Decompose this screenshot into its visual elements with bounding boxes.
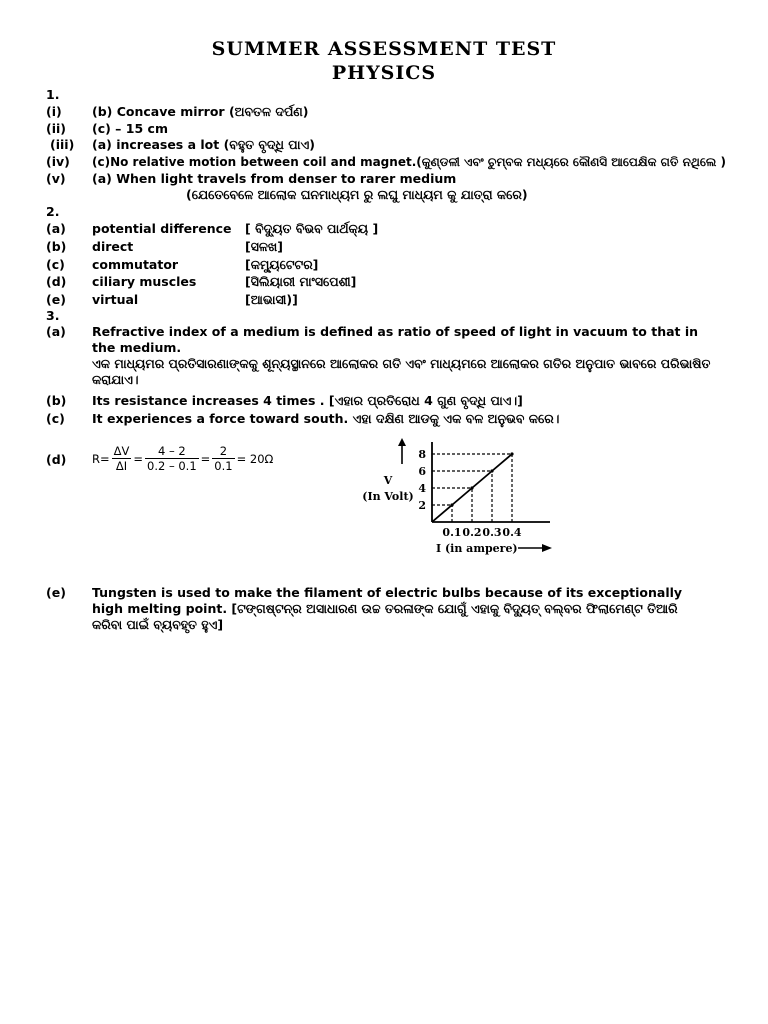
- formula-f2-den: 0.2 – 0.1: [147, 459, 197, 473]
- formula-rhs: = 20Ω: [236, 451, 274, 466]
- q3-e-label: (e): [46, 585, 66, 600]
- data-point: [470, 486, 473, 489]
- q3-a-answer-odia: ଏକ ମାଧ୍ୟମର ପ୍ରତିସାରଣାଙ୍କକୁ ଶୂନ୍ୟସ୍ଥାନରେ ଆଲୋକର ଗତି ଏବଂ ମାଧ୍ୟମରେ ଆଲୋକର ଗତିର ଅନୁପାତ ଭାବରେ ପରିଭାଷିତ କରାଯାଏ।: [92, 356, 711, 387]
- q2-b-answer: direct: [92, 239, 134, 254]
- q3-e-answer: Tungsten is used to make the filament of electric bulbs because of its exceptionally high melting point. [ଟଙ୍ଗଷ୍ଟନ୍‌ର ଅସାଧାରଣ ଉଚ୍ଚ ତରଳାଙ୍କ ଯୋଗୁଁ ଏହାକୁ ବିଦ୍ୟୁତ୍ ବଲ୍ବର ଫିଲାମେଣ୍ଟ ତିଆରି କରିବା ପାଇଁ ବ୍ୟବହୃତ ହୁଏ]: [92, 585, 683, 632]
- formula-lhs: R=: [92, 451, 110, 466]
- q1-iii-label: (iii): [50, 137, 75, 152]
- x-tick-label: 0.3: [482, 526, 502, 539]
- y-axis-label: V: [383, 474, 393, 487]
- formula-f1-num: ΔV: [113, 444, 130, 458]
- q3-a-label: (a): [46, 324, 66, 339]
- formula-f2-num: 4 – 2: [145, 444, 199, 459]
- data-point: [450, 503, 453, 506]
- q2-c-answer: commutator: [92, 257, 179, 272]
- formula-fraction-3: [212, 444, 234, 473]
- q2-b-label: (b): [46, 239, 67, 254]
- data-point: [510, 452, 513, 455]
- page-title: SUMMER ASSESSMENT TEST: [211, 38, 557, 60]
- formula-eq2: =: [200, 451, 211, 466]
- q2-d-answer: ciliary muscles: [92, 274, 197, 289]
- q2-a-label: (a): [46, 221, 66, 236]
- q3-c-label: (c): [46, 411, 65, 426]
- x-tick-label: 0.4: [502, 526, 522, 539]
- q3-c-answer: It experiences a force toward south. ଏହା ଦକ୍ଷିଣ ଆଡକୁ ଏକ ବଳ ଅନୁଭବ କରେ।: [92, 411, 560, 426]
- x-axis-label: I (in ampere): [436, 542, 518, 555]
- formula-f1-den: ΔI: [115, 459, 128, 473]
- q3-d-label: (d): [46, 452, 67, 467]
- q3-number: 3.: [46, 308, 60, 323]
- q1-ii-answer: (c) – 15 cm: [92, 121, 168, 136]
- page-subtitle: PHYSICS: [331, 62, 437, 84]
- q1-i-answer: (b) Concave mirror (ଅବତଳ ଦର୍ପଣ): [92, 104, 309, 119]
- q1-i-label: (i): [46, 104, 62, 119]
- q2-d-odia: [ସିଲିୟାରୀ ମାଂସପେଶୀ]: [245, 274, 357, 289]
- formula-f3-num: 2: [212, 444, 234, 459]
- q3-a-answer: Refractive index of a medium is defined as ratio of speed of light in vacuum to that in the medium.: [92, 324, 699, 355]
- y-tick-label: 8: [418, 448, 426, 461]
- q2-e-label: (e): [46, 292, 66, 307]
- x-tick-label: 0.1: [442, 526, 462, 539]
- q2-a-odia: [ ବିଦ୍ୟୁତ ବିଭବ ପାର୍ଥକ୍ୟ ]: [245, 221, 379, 236]
- y-tick-label: 6: [418, 465, 426, 478]
- q3-b-answer: Its resistance increases 4 times . [ଏହାର ପ୍ରତିରୋଧ 4 ଗୁଣ ବୃଦ୍ଧି ପାଏ।]: [92, 393, 523, 408]
- q1-v-label: (v): [46, 171, 66, 186]
- formula-fraction-1: [112, 444, 132, 473]
- resistance-formula: [92, 444, 273, 473]
- data-point: [490, 469, 493, 472]
- y-tick-label: 2: [418, 499, 426, 512]
- q1-iv-answer: (c)No relative motion between coil and magnet.(କୁଣ୍ଡଳୀ ଏବଂ ଚୁମ୍ବକ ମଧ୍ୟରେ କୌଣସି ଆପେକ୍ଷିକ ଗତି ନଥିଲେ ): [92, 155, 726, 169]
- q2-a-answer: potential difference: [92, 221, 232, 236]
- q2-c-label: (c): [46, 257, 65, 272]
- formula-f3-den: 0.1: [214, 459, 233, 473]
- q1-iv-label: (iv): [46, 154, 70, 169]
- y-axis-unit: (In Volt): [362, 490, 414, 503]
- q1-v-answer: (a) When light travels from denser to rarer medium: [92, 171, 457, 186]
- x-arrow-head: [542, 544, 552, 552]
- y-arrow-head: [398, 438, 406, 446]
- q1-iii-answer: (a) increases a lot (ବହୁତ ବୃଦ୍ଧି ପାଏ): [92, 137, 316, 152]
- vi-graph: [360, 436, 560, 556]
- formula-fraction-2: [145, 444, 199, 473]
- x-tick-label: 0.2: [462, 526, 482, 539]
- q1-v-answer-odia: (ଯେତେବେଳେ ଆଲୋକ ଘନମାଧ୍ୟମ ରୁ ଲଘୁ ମାଧ୍ୟମ କୁ ଯାତ୍ରା କରେ): [186, 187, 528, 202]
- q2-b-odia: [ସଳଖ]: [245, 239, 283, 254]
- q2-number: 2.: [46, 204, 60, 219]
- q2-e-answer: virtual: [92, 292, 139, 307]
- q2-c-odia: [କମ୍ୟୁଟେଟର]: [245, 257, 319, 272]
- q3-b-label: (b): [46, 393, 67, 408]
- q1-ii-label: (ii): [46, 121, 66, 136]
- q2-d-label: (d): [46, 274, 67, 289]
- q2-e-odia: [ଆଭାସୀ)]: [245, 292, 298, 307]
- y-tick-label: 4: [418, 482, 426, 495]
- formula-eq1: =: [133, 451, 144, 466]
- q1-number: 1.: [46, 87, 60, 102]
